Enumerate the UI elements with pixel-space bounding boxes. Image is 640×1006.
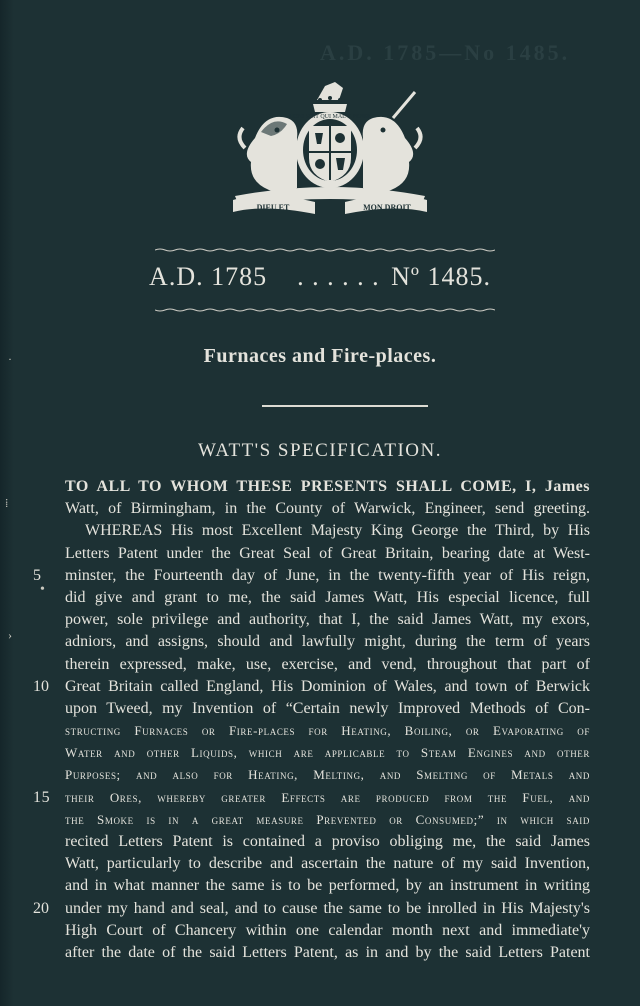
coat-of-arms [225, 78, 435, 218]
body-line: upon Tweed, my Invention of “Certain newly Improved Methods of Con- [65, 699, 590, 717]
body-line: WHEREAS His most Excellent Majesty King George the Third, by His [85, 522, 590, 540]
margin-mark: • [40, 582, 45, 597]
body-line: TO ALL TO WHOM THESE PRESENTS SHALL COME, I, James [65, 478, 590, 495]
margin-mark: › [8, 628, 12, 642]
decorative-rule-top [155, 248, 495, 252]
body-line: minster, the Fourteenth day of June, in the twenty-fifth year of His reign, [65, 566, 590, 584]
body-line-numbered [33, 676, 590, 698]
body-line: after the date of the said Letters Patent, as in and by the said Letters Patent [65, 943, 590, 961]
title-rule [262, 405, 428, 407]
patent-number: Nº 1485. [391, 262, 491, 291]
body-line: therein expressed, make, use, exercise, and vend, throughout that part of [65, 655, 590, 673]
body-line: Purposes; and also for Heating, Melting, and Smelting of Metals and [65, 767, 590, 783]
body-line: Great Britain called England, His Dominion of Wales, and town of Berwick [65, 677, 590, 695]
margin-mark: · [8, 352, 12, 366]
patent-header [0, 262, 640, 292]
line-number: 5 [33, 566, 41, 584]
decorative-rule-bottom [155, 308, 495, 312]
leader-dots: . . . . . . [297, 262, 380, 291]
bleed-through-text: A.D. 1785—No 1485. [320, 40, 571, 65]
body-line: Watt, of Birmingham, in the County of Warwick, Engineer, send greeting. [65, 500, 590, 518]
body-line: their Ores, whereby greater Effects are produced from the Fuel, and [65, 789, 590, 805]
body-line: Letters Patent under the Great Seal of Great Britain, bearing date at West- [65, 544, 590, 562]
body-line: the Smoke is in a great measure Prevented or Consumed;” in which said [65, 811, 590, 827]
motto-left: DIEU ET [256, 203, 290, 212]
line-number: 10 [33, 677, 49, 695]
body-line: adniors, and assigns, should and lawfully might, during the term of years [65, 633, 590, 651]
body-line: and in what manner the same is to be performed, by an instrument in writing [65, 877, 590, 895]
line-number: 15 [33, 788, 51, 806]
body-line: Water and other Liquids, which are applicable to Steam Engines and other [65, 745, 590, 761]
garter-motto: HONI SOIT QUI MAL Y PENSE [289, 114, 371, 120]
margin-mark: ⁞ [5, 496, 9, 510]
specification-body [33, 476, 590, 964]
body-line: High Court of Chancery within one calendar month next and immediate'y [65, 921, 590, 939]
specification-heading: WATT'S SPECIFICATION. [198, 440, 442, 461]
document-title: Furnaces and Fire-places. [203, 345, 437, 367]
line-number: 20 [33, 899, 49, 917]
year-label: A.D. 1785 [149, 262, 268, 291]
body-line-numbered [33, 898, 590, 920]
body-line: Watt, particularly to describe and ascertain the nature of my said Invention, [65, 855, 590, 873]
body-line: recited Letters Patent is contained a proviso obliging me, the said James [65, 833, 590, 850]
body-line: power, sole privilege and authority, that I, the said James Watt, my exors, [65, 611, 590, 629]
motto-right: MON DROIT [363, 203, 411, 212]
body-line-numbered [33, 565, 590, 587]
body-line: under my hand and seal, and to cause the same to be inrolled in His Majesty's [65, 899, 590, 917]
body-line: did give and grant to me, the said James Watt, His especial licence, full [65, 588, 590, 606]
body-line: structing Furnaces or Fire-places for Heating, Boiling, or Evaporating of [65, 723, 590, 739]
body-line-numbered [33, 787, 590, 809]
